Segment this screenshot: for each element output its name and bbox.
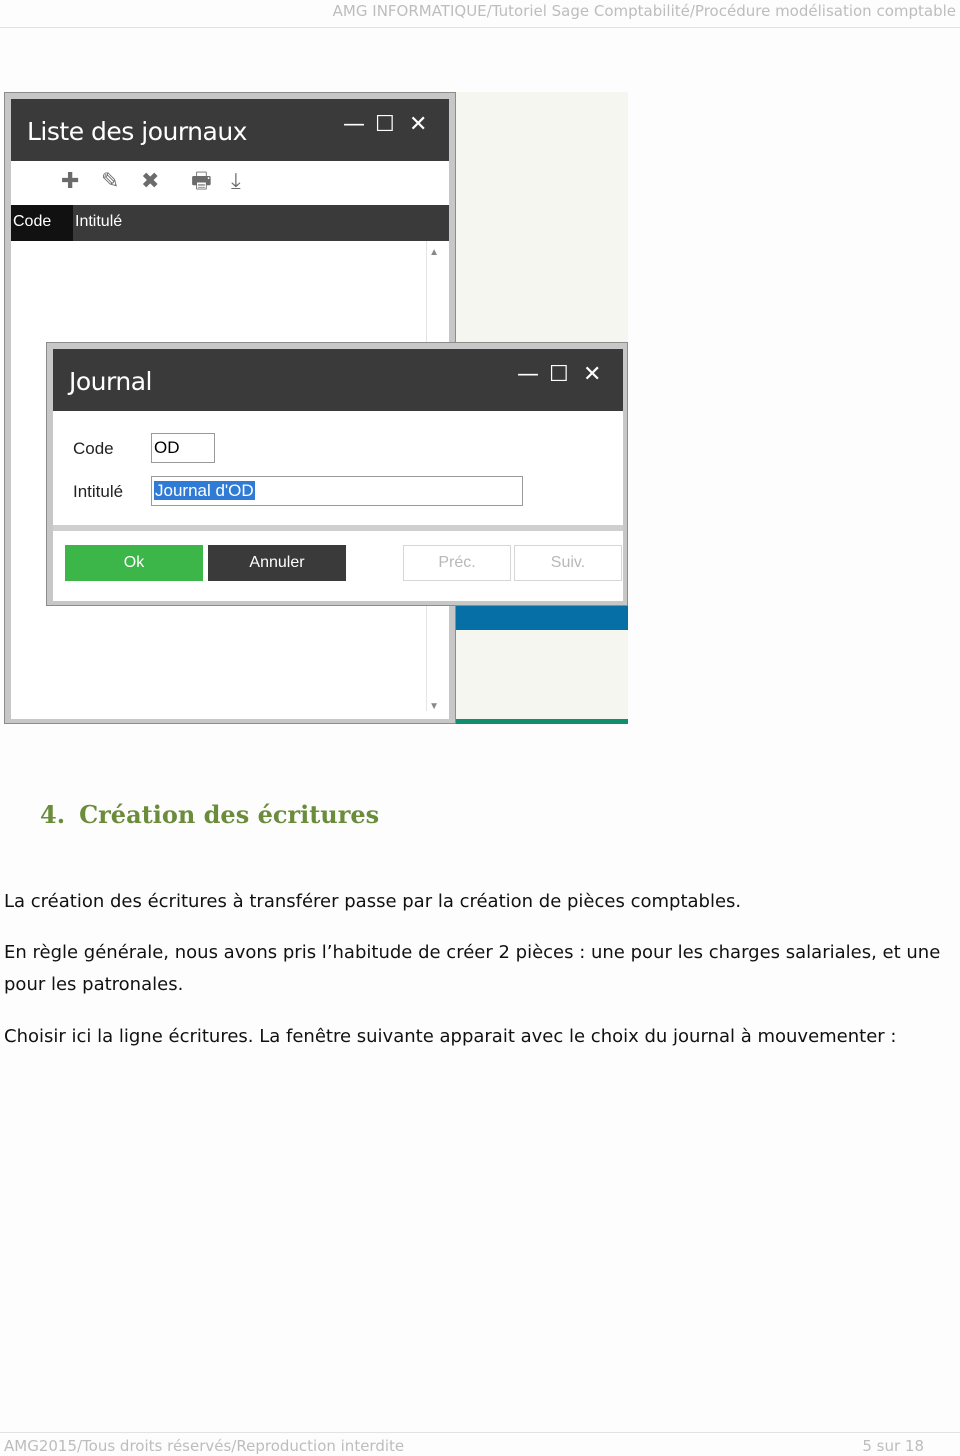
section-heading [40, 800, 379, 829]
intitule-label: Intitulé [73, 482, 124, 501]
ok-button[interactable]: Ok [65, 545, 203, 581]
previous-button[interactable]: Préc. [403, 545, 511, 581]
scroll-up-icon[interactable]: ▲ [429, 247, 439, 258]
paragraph-2: En règle générale, nous avons pris l’habitude de créer 2 pièces : une pour les charges salariales, et une pour les patronales. [4, 942, 941, 995]
background-panel [456, 92, 628, 340]
list-titlebar [11, 99, 449, 161]
minimize-icon[interactable]: — [343, 112, 365, 137]
code-label: Code [73, 439, 114, 458]
close-icon[interactable]: ✕ [583, 362, 602, 387]
background-accent-line [454, 719, 628, 724]
intitule-field[interactable] [151, 476, 523, 506]
delete-icon[interactable]: ✖ [141, 169, 160, 194]
journal-dialog [46, 342, 628, 606]
next-button[interactable]: Suiv. [514, 545, 622, 581]
screenshot [4, 92, 628, 724]
list-toolbar [11, 161, 449, 205]
scroll-down-icon[interactable]: ▼ [429, 701, 439, 712]
maximize-icon[interactable]: ☐ [375, 112, 395, 137]
export-icon[interactable]: ⤓ [231, 169, 241, 194]
paragraph-1: La création des écritures à transférer passe par la création de pièces comptables. [4, 891, 742, 912]
paragraph-3: Choisir ici la ligne écritures. La fenêtre suivante apparait avec le choix du journal à mouvementer : [4, 1026, 897, 1047]
page-number: 5 sur 18 [862, 1437, 924, 1455]
minimize-icon[interactable]: — [517, 362, 539, 387]
column-intitule[interactable]: Intitulé [75, 213, 123, 230]
maximize-icon[interactable]: ☐ [549, 362, 569, 387]
page-header [0, 0, 960, 28]
form-divider [53, 525, 623, 531]
header-text: AMG INFORMATIQUE/Tutoriel Sage Comptabilité/Procédure modélisation comptable [332, 2, 956, 20]
section-title: Création des écritures [79, 800, 380, 829]
column-code[interactable]: Code [11, 205, 73, 241]
list-column-header [11, 205, 449, 241]
print-icon[interactable]: 🖶 [191, 169, 212, 194]
background-panel-lower [454, 630, 628, 720]
cancel-button[interactable]: Annuler [208, 545, 346, 581]
edit-icon[interactable]: ✎ [101, 169, 120, 194]
code-field[interactable]: OD [151, 433, 215, 463]
page-footer [0, 1432, 960, 1456]
add-icon[interactable]: ✚ [61, 169, 80, 194]
intitule-selected-text: Journal d'OD [155, 481, 254, 500]
close-icon[interactable]: ✕ [409, 112, 428, 137]
journal-titlebar [53, 349, 623, 411]
list-window-title: Liste des journaux [27, 117, 247, 146]
background-selection-bar [454, 604, 628, 630]
footer-copyright: AMG2015/Tous droits réservés/Reproduction interdite [4, 1437, 405, 1455]
journal-dialog-title: Journal [69, 367, 152, 396]
section-number: 4. [40, 800, 66, 829]
